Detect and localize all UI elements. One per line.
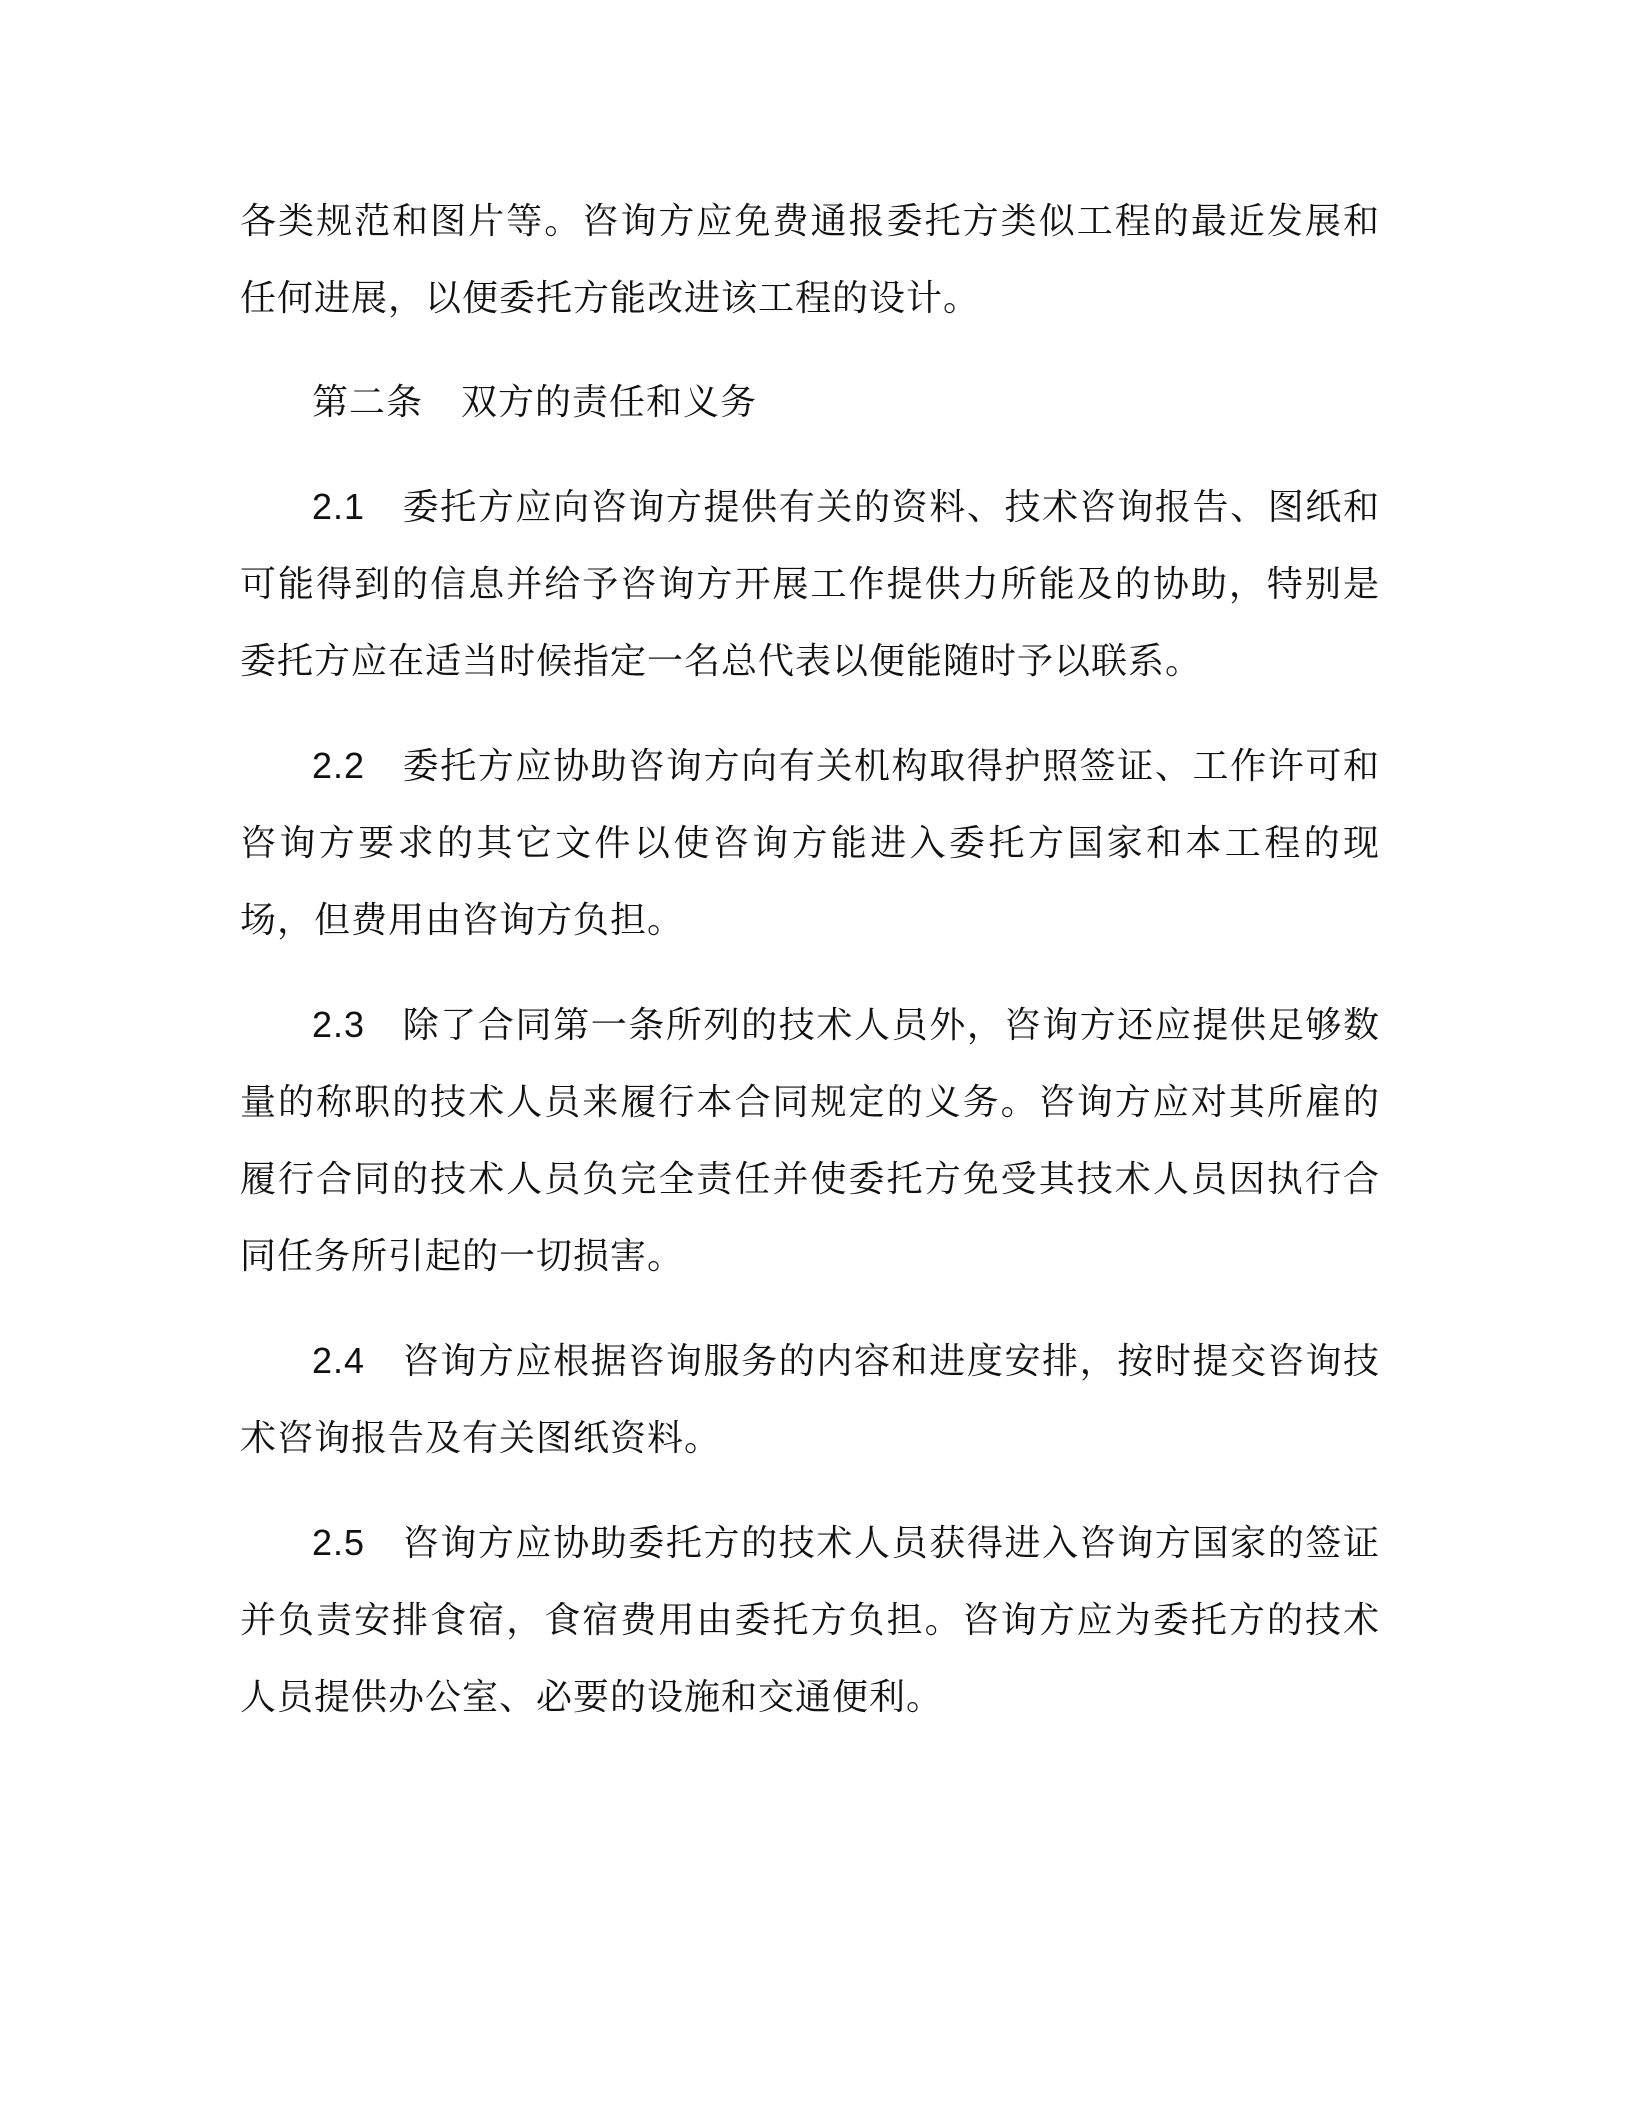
- clause-number: 2.1: [312, 486, 366, 527]
- article-heading: [240, 364, 1380, 441]
- clause-text: 委托方应协助咨询方向有关机构取得护照签证、工作许可和咨询方要求的其它文件以使咨询方能进入委托方国家和本工程的现场，但费用由咨询方负担。: [240, 746, 1380, 941]
- clause-2-1: [240, 468, 1380, 700]
- clause-2-5: [240, 1504, 1380, 1736]
- continuation-paragraph: 各类规范和图片等。咨询方应免费通报委托方类似工程的最近发展和任何进展，以便委托方能改进该工程的设计。: [240, 201, 1380, 319]
- clause-text: 除了合同第一条所列的技术人员外，咨询方还应提供足够数量的称职的技术人员来履行本合同规定的义务。咨询方应对其所雇的履行合同的技术人员负完全责任并使委托方免受其技术人员因执行合同任务所引起的一切损害。: [240, 1005, 1380, 1277]
- clause-text: 委托方应向咨询方提供有关的资料、技术咨询报告、图纸和可能得到的信息并给予咨询方开展工作提供力所能及的协助，特别是委托方应在适当时候指定一名总代表以便能随时予以联系。: [240, 487, 1380, 682]
- clause-number: 2.4: [312, 1340, 366, 1381]
- document-body: [240, 183, 1380, 1736]
- clause-number: 2.2: [312, 745, 366, 786]
- clause-2-4: [240, 1322, 1380, 1477]
- clause-number: 2.5: [312, 1522, 366, 1563]
- article-title: 双方的责任和义务: [461, 382, 758, 423]
- article-number: 第二条: [312, 382, 424, 423]
- clause-text: 咨询方应协助委托方的技术人员获得进入咨询方国家的签证并负责安排食宿，食宿费用由委托方负担。咨询方应为委托方的技术人员提供办公室、必要的设施和交通便利。: [240, 1523, 1380, 1718]
- clause-2-3: [240, 986, 1380, 1295]
- clause-2-2: [240, 727, 1380, 959]
- clause-number: 2.3: [312, 1004, 366, 1045]
- clause-text: 咨询方应根据咨询服务的内容和进度安排，按时提交咨询技术咨询报告及有关图纸资料。: [240, 1341, 1380, 1459]
